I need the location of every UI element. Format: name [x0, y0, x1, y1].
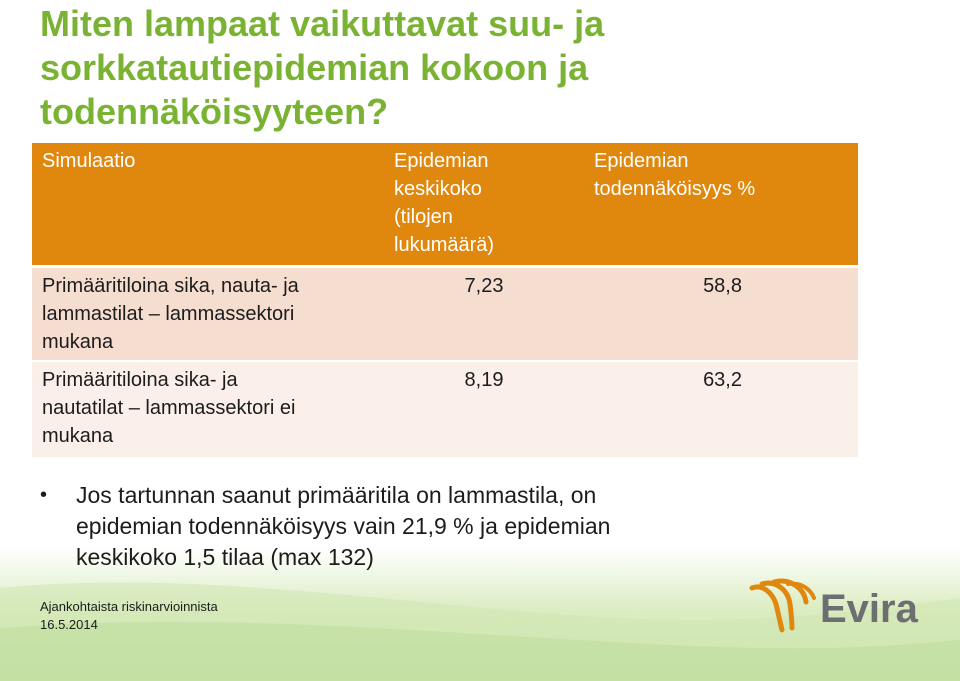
footer-text: [40, 598, 218, 634]
cell-epidemic-probability: 63,2: [584, 361, 858, 457]
cell-epidemic-size: 7,23: [384, 267, 584, 362]
title-line-2: sorkkatautiepidemian kokoon ja: [40, 47, 589, 88]
footer-event: Ajankohtaista riskinarvioinnista: [40, 599, 218, 614]
table-row: [32, 361, 858, 457]
evira-logo-text: Evira: [820, 587, 918, 631]
cell-epidemic-probability: 58,8: [584, 267, 858, 362]
title-line-1: Miten lampaat vaikuttavat suu- ja: [40, 3, 605, 44]
table-row: [32, 267, 858, 362]
header-epidemic-probability: Epidemian todennäköisyys %: [584, 143, 858, 267]
bullet-list: [40, 480, 800, 573]
slide-title: [40, 2, 920, 134]
footer-date: 16.5.2014: [40, 617, 98, 632]
row-label: Primääritiloina sika, nauta- ja lammastilat – lammassektori mukana: [32, 267, 384, 362]
header-epidemic-size: Epidemian keskikoko (tilojen lukumäärä): [384, 143, 584, 267]
row-label: Primääritiloina sika- ja nautatilat – lammassektori ei mukana: [32, 361, 384, 457]
table-header-row: [32, 143, 858, 267]
bullet-item: • Jos tartunnan saanut primääritila on lammastila, on epidemian todennäköisyys vain 21,9 % ja epidemian keskikoko 1,5 tilaa (max 132): [40, 482, 611, 570]
bullet-dot-icon: •: [40, 484, 48, 506]
cell-epidemic-size: 8,19: [384, 361, 584, 457]
simulation-table: [32, 143, 858, 457]
title-line-3: todennäköisyyteen?: [40, 91, 389, 132]
header-simulation: Simulaatio: [32, 143, 384, 267]
